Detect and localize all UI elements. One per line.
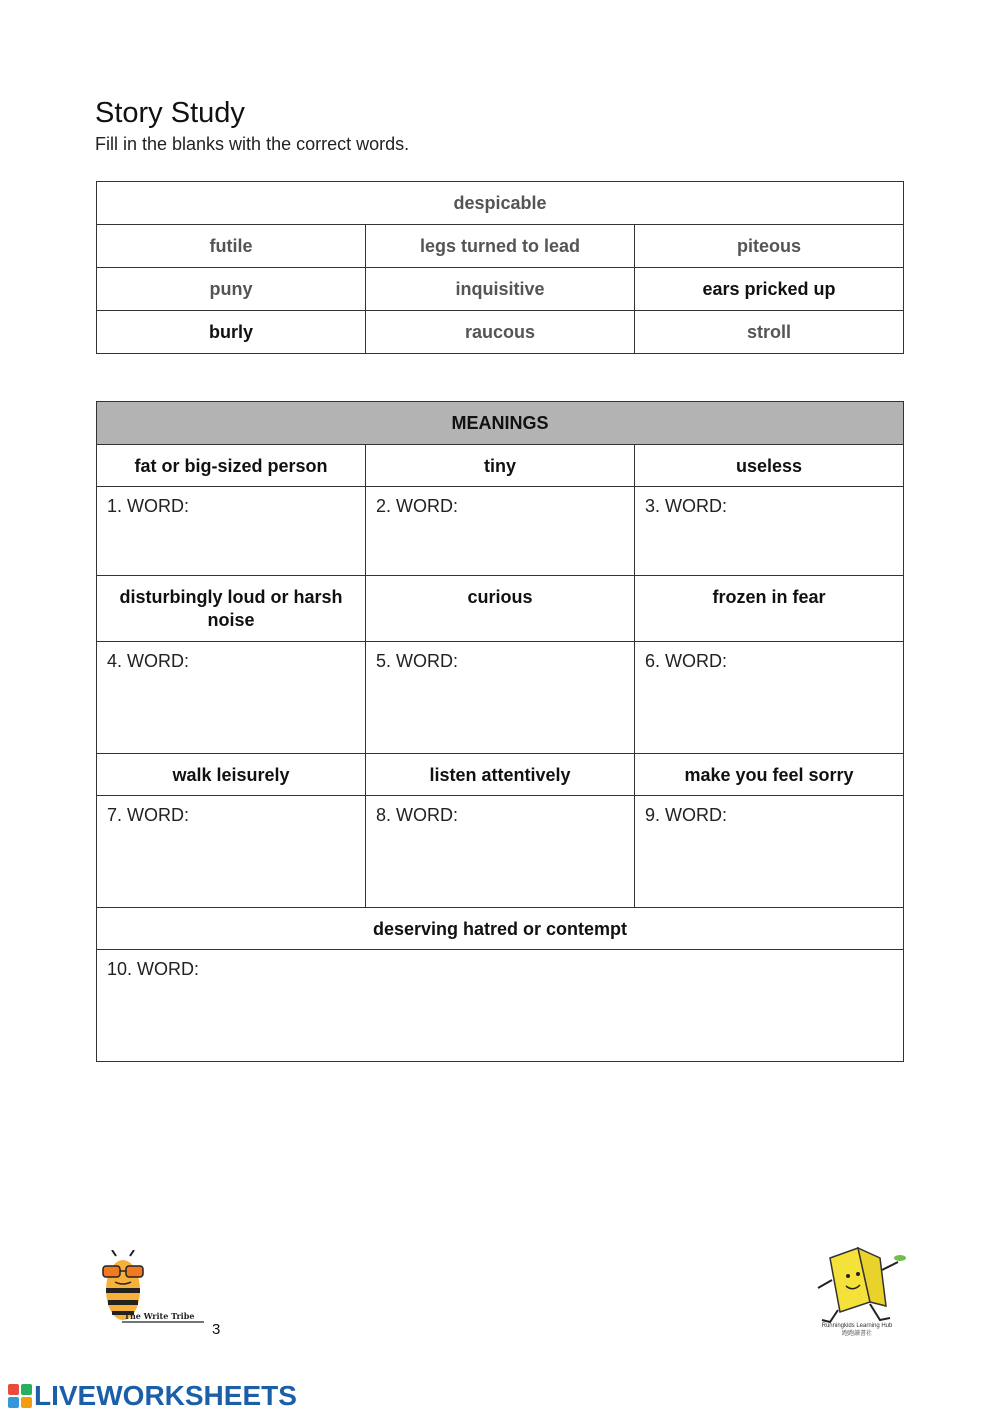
table-row xyxy=(97,487,904,576)
answer-field-6[interactable]: 6. WORD: xyxy=(635,642,904,754)
write-tribe-label: The Write Tribe xyxy=(124,1311,195,1321)
table-row xyxy=(97,402,904,445)
meaning-cell: useless xyxy=(635,445,904,487)
meaning-cell: curious xyxy=(366,576,635,642)
word-bank-cell: legs turned to lead xyxy=(366,225,635,268)
table-row xyxy=(97,908,904,950)
answer-field-5[interactable]: 5. WORD: xyxy=(366,642,635,754)
running-book-logo-icon xyxy=(808,1240,908,1330)
word-bank-cell: inquisitive xyxy=(366,268,635,311)
meaning-cell: tiny xyxy=(366,445,635,487)
meaning-cell: make you feel sorry xyxy=(635,754,904,796)
learning-hub-name: Runningkids Learning Hub xyxy=(821,1323,893,1329)
word-bank-cell: despicable xyxy=(97,182,904,225)
table-row xyxy=(97,754,904,796)
answer-field-10[interactable]: 10. WORD: xyxy=(97,950,904,1062)
table-row xyxy=(97,268,904,311)
learning-hub-chinese: 跑跑讀書社 xyxy=(841,1331,872,1337)
meaning-cell: frozen in fear xyxy=(635,576,904,642)
meaning-cell: fat or big-sized person xyxy=(97,445,366,487)
table-row xyxy=(97,796,904,908)
answer-field-9[interactable]: 9. WORD: xyxy=(635,796,904,908)
answer-field-8[interactable]: 8. WORD: xyxy=(366,796,635,908)
liveworksheets-logo-icon xyxy=(8,1384,32,1408)
page-title: Story Study xyxy=(95,97,245,129)
meanings-table xyxy=(96,401,904,1062)
table-row xyxy=(97,642,904,754)
table-row xyxy=(97,311,904,354)
meaning-cell: deserving hatred or contempt xyxy=(97,908,904,950)
meanings-header: MEANINGS xyxy=(97,402,904,445)
instructions: Fill in the blanks with the correct words. xyxy=(95,134,410,154)
table-row xyxy=(97,576,904,642)
meaning-cell: listen attentively xyxy=(366,754,635,796)
meaning-cell: walk leisurely xyxy=(97,754,366,796)
word-bank-cell: futile xyxy=(97,225,366,268)
word-bank-cell: ears pricked up xyxy=(635,268,904,311)
table-row xyxy=(97,950,904,1062)
answer-field-7[interactable]: 7. WORD: xyxy=(97,796,366,908)
word-bank-cell: burly xyxy=(97,311,366,354)
answer-field-1[interactable]: 1. WORD: xyxy=(97,487,366,576)
meaning-cell: disturbingly loud or harsh noise xyxy=(97,576,366,642)
liveworksheets-brand[interactable]: LIVEWORKSHEETS xyxy=(34,1380,297,1411)
word-bank-cell: stroll xyxy=(635,311,904,354)
word-bank-cell: raucous xyxy=(366,311,635,354)
answer-field-4[interactable]: 4. WORD: xyxy=(97,642,366,754)
word-bank-table xyxy=(96,181,904,354)
table-row xyxy=(97,225,904,268)
answer-field-2[interactable]: 2. WORD: xyxy=(366,487,635,576)
table-row xyxy=(97,445,904,487)
word-bank-cell: piteous xyxy=(635,225,904,268)
page-number: 3 xyxy=(212,1321,221,1338)
table-row xyxy=(97,182,904,225)
answer-field-3[interactable]: 3. WORD: xyxy=(635,487,904,576)
learning-hub-label xyxy=(812,1322,902,1338)
word-bank-cell: puny xyxy=(97,268,366,311)
